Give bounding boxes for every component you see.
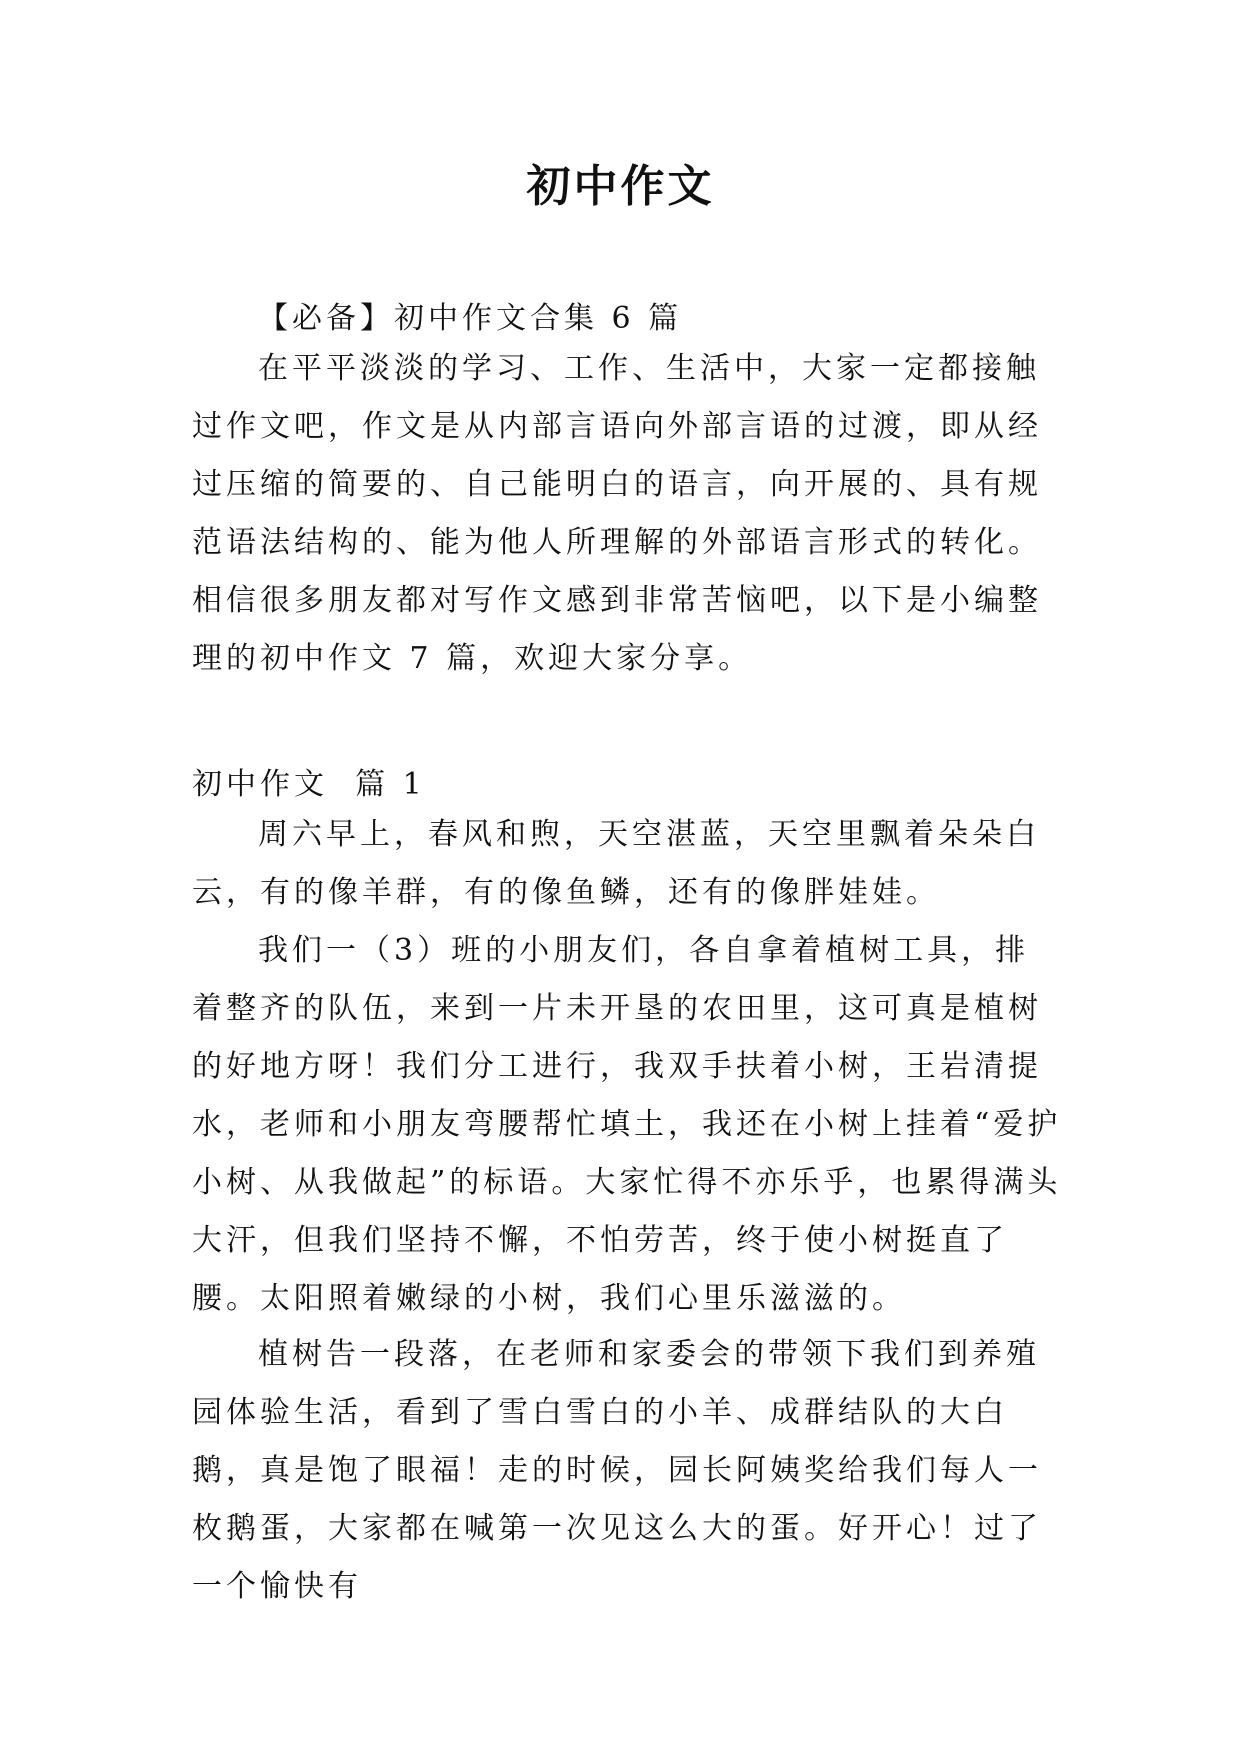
document-title: 初中作文 — [526, 161, 715, 212]
intro-heading: 【必备】初中作文合集 6 篇 — [258, 301, 683, 336]
section-heading: 初中作文 篇 1 — [192, 767, 426, 802]
essay-paragraph: 周六早上，春风和煦，天空湛蓝，天空里飘着朵朵白云，有的像羊群，有的像鱼鳞，还有的像胖娃娃。 — [192, 817, 1040, 910]
intro-paragraph: 在平平淡淡的学习、工作、生活中，大家一定都接触过作文吧，作文是从内部言语向外部言语的过渡，即从经过压缩的简要的、自己能明白的语言，向开展的、具有规范语法结构的、能为他人所理解的外部语言形式的转化。相信很多朋友都对写作文感到非常苦恼吧，以下是小编整理的初中作文 7 篇，欢迎大家分享。 — [192, 351, 1042, 676]
essay-paragraph: 我们一（3）班的小朋友们，各自拿着植树工具，排着整齐的队伍，来到一片未开垦的农田里，这可真是植树的好地方呀！我们分工进行，我双手扶着小树，王岩清提水，老师和小朋友弯腰帮忙填土，我还在小树上挂着“爱护小树、从我做起”的标语。大家忙得不亦乐乎，也累得满头大汗，但我们坚持不懈，不怕劳苦，终于使小树挺直了腰。太阳照着嫩绿的小树，我们心里乐滋滋的。 — [192, 933, 1062, 1316]
essay-paragraph: 植树告一段落，在老师和家委会的带领下我们到养殖园体验生活，看到了雪白雪白的小羊、成群结队的大白鹅，真是饱了眼福！走的时候，园长阿姨奖给我们每人一枚鹅蛋，大家都在喊第一次见这么大的蛋。好开心！过了一个愉快有 — [192, 1337, 1042, 1604]
